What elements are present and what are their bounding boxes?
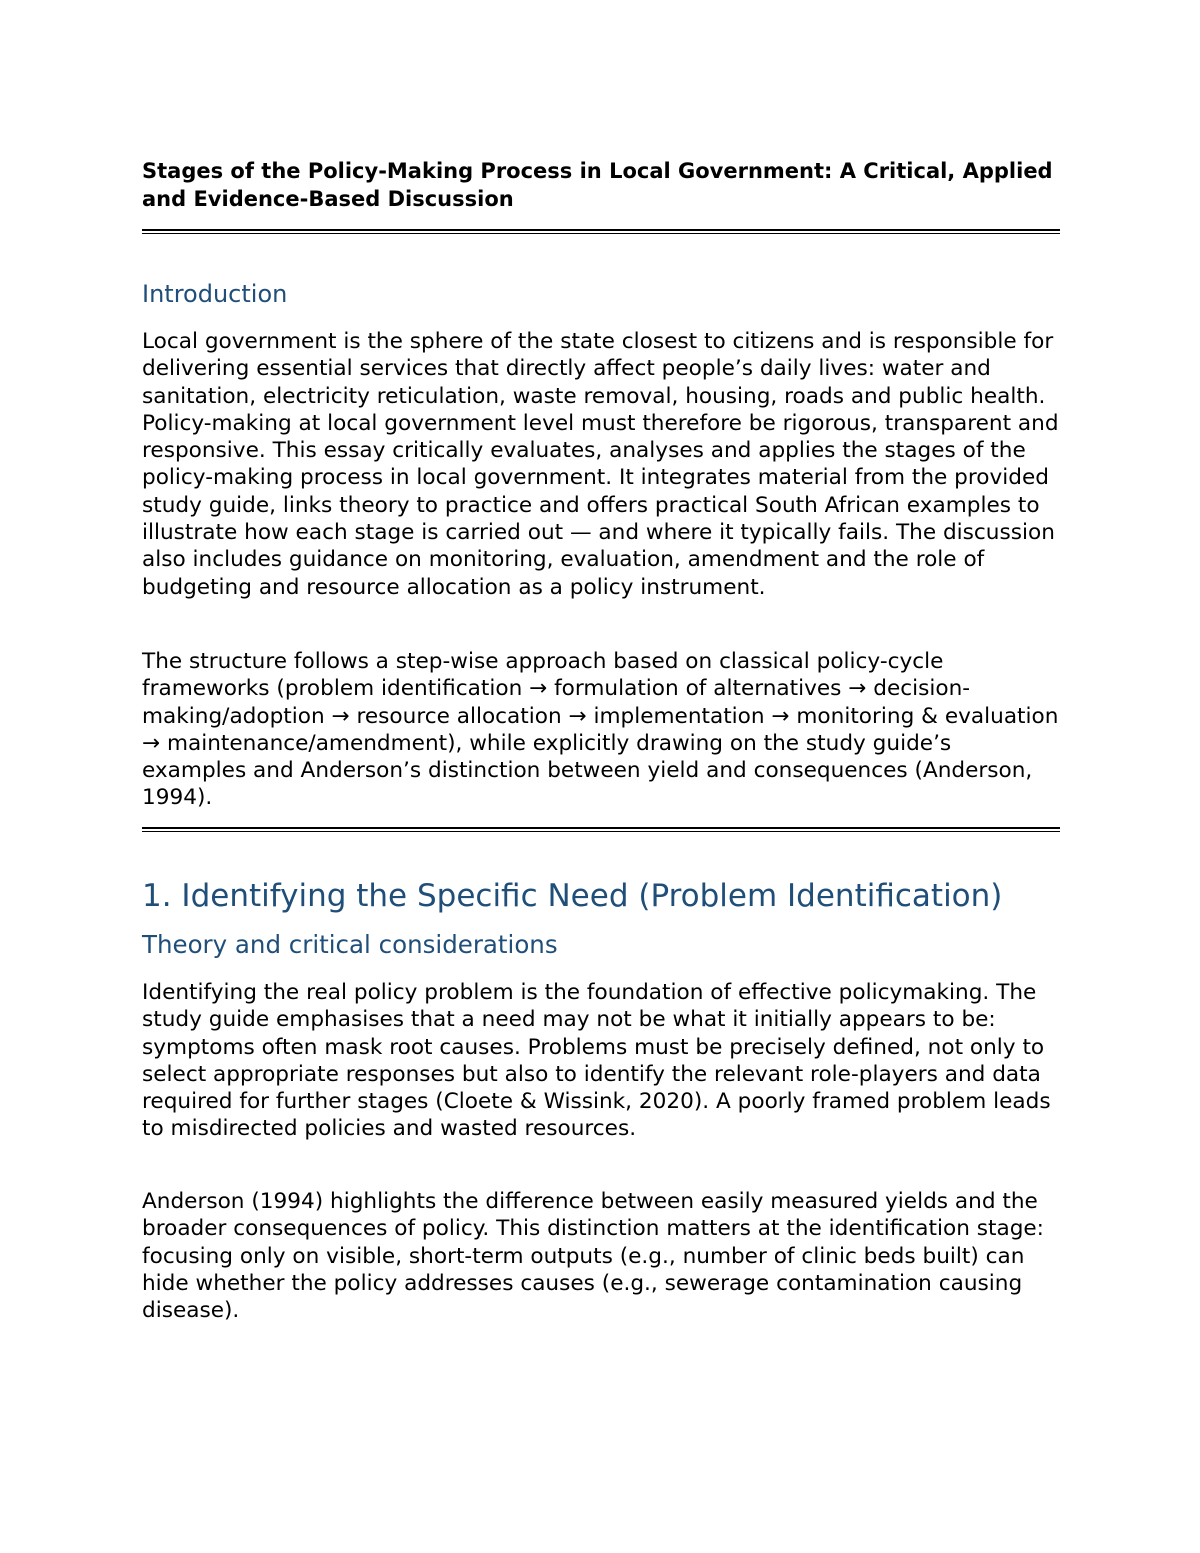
introduction-heading: Introduction	[142, 280, 288, 308]
horizontal-divider	[142, 229, 1060, 234]
introduction-paragraph: The structure follows a step-wise approach based on classical policy-cycle frameworks (problem identification → formulation of alternatives → decision-making/adoption → resource allocation → implementation → monitoring & evaluation → maintenance/amendment), while explicitly drawing on the study guide’s examples and Anderson’s distinction between yield and consequences (Anderson, 1994).	[142, 649, 1059, 811]
horizontal-divider	[142, 827, 1060, 832]
introduction-paragraph: Local government is the sphere of the state closest to citizens and is responsible for delivering essential services that directly affect people’s daily lives: water and sanitation, electricity reticulation, waste removal, housing, roads and public health. Policy-making at local government level must therefore be rigorous, transparent and responsive. This essay critically evaluates, analyses and applies the stages of the policy-making process in local government. It integrates material from the provided study guide, links theory to practice and offers practical South African examples to illustrate how each stage is carried out — and where it typically fails. The discussion also includes guidance on monitoring, evaluation, amendment and the role of budgeting and resource allocation as a policy instrument.	[142, 329, 1059, 600]
section-paragraph: Anderson (1994) highlights the difference between easily measured yields and the broader consequences of policy. This distinction matters at the identification stage: focusing only on visible, short-term outputs (e.g., number of clinic beds built) can hide whether the policy addresses causes (e.g., sewerage contamination causing disease).	[142, 1189, 1044, 1324]
document-title: Stages of the Policy-Making Process in Local Government: A Critical, Applied and Evidence-Based Discussion	[142, 159, 1053, 211]
section-subheading: Theory and critical considerations	[142, 930, 558, 959]
section-paragraph: Identifying the real policy problem is the foundation of effective policymaking. The study guide emphasises that a need may not be what it initially appears to be: symptoms often mask root causes. Problems must be precisely defined, not only to select appropriate responses but also to identify the relevant role-players and data required for further stages (Cloete & Wissink, 2020). A poorly framed problem leads to misdirected policies and wasted resources.	[142, 980, 1051, 1142]
section-heading: 1. Identifying the Specific Need (Problem Identification)	[142, 878, 1003, 914]
